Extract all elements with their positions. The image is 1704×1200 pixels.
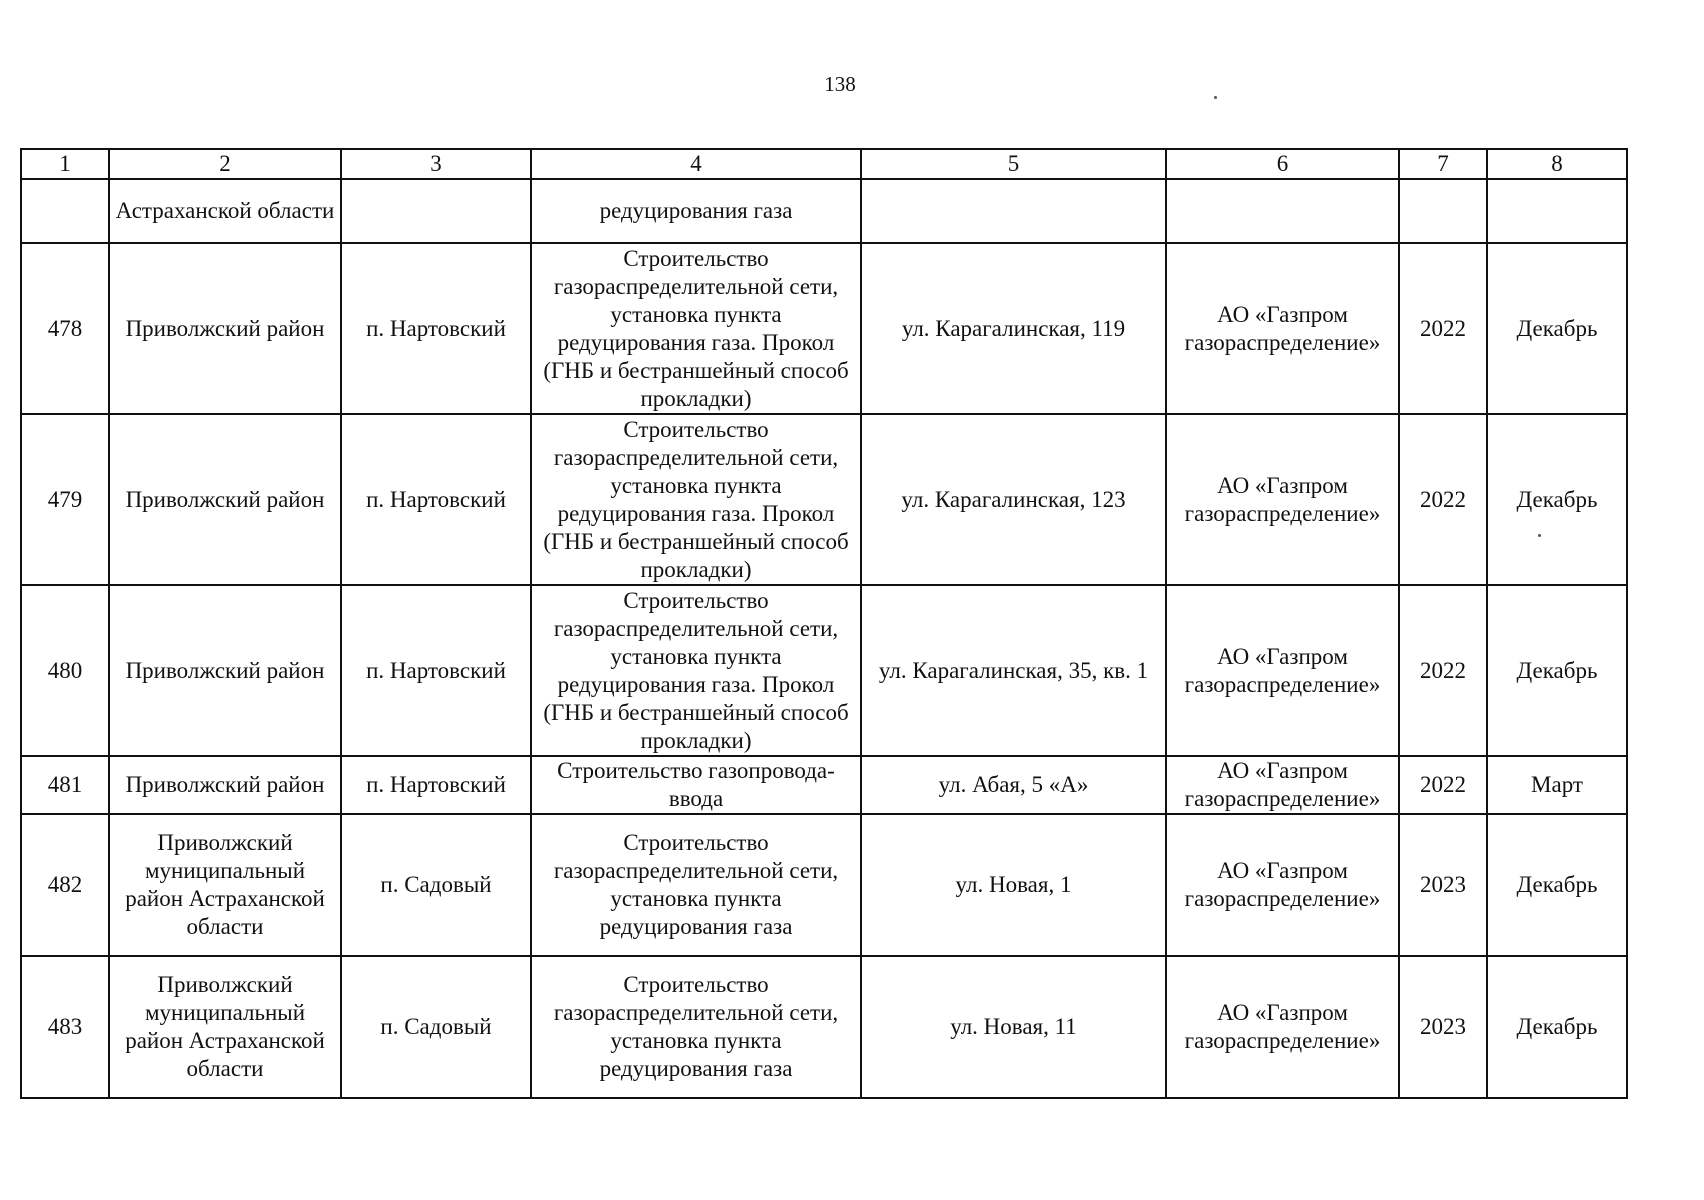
year-cell: 2023 xyxy=(1399,956,1487,1098)
row-number: 483 xyxy=(21,956,109,1098)
table-cell xyxy=(341,179,531,243)
address-cell: ул. Новая, 1 xyxy=(861,814,1166,956)
month-cell: Декабрь xyxy=(1487,814,1627,956)
table-header-row xyxy=(21,149,1627,179)
organization-cell: АО «Газпром газораспределение» xyxy=(1166,243,1399,414)
district-cell: Приволжский муниципальный район Астраханской области xyxy=(109,814,341,956)
address-cell: ул. Новая, 11 xyxy=(861,956,1166,1098)
row-number: 478 xyxy=(21,243,109,414)
row-number: 479 xyxy=(21,414,109,585)
column-header: 1 xyxy=(21,149,109,179)
settlement-cell: п. Нартовский xyxy=(341,243,531,414)
address-cell: ул. Карагалинская, 119 xyxy=(861,243,1166,414)
district-cell: Приволжский район xyxy=(109,756,341,814)
row-number: 481 xyxy=(21,756,109,814)
column-header: 2 xyxy=(109,149,341,179)
column-header: 6 xyxy=(1166,149,1399,179)
settlement-cell: п. Нартовский xyxy=(341,414,531,585)
works-table xyxy=(20,148,1628,1099)
work-cell: Строительство газораспределительной сети, установка пункта редуцирования газа. Прокол (ГНБ и бестраншейный способ прокладки) xyxy=(531,243,861,414)
row-number: 480 xyxy=(21,585,109,756)
district-cell: Приволжский муниципальный район Астраханской области xyxy=(109,956,341,1098)
year-cell: 2022 xyxy=(1399,243,1487,414)
table-cell: редуцирования газа xyxy=(531,179,861,243)
column-header: 7 xyxy=(1399,149,1487,179)
month-cell: Декабрь xyxy=(1487,243,1627,414)
table-cell xyxy=(1166,179,1399,243)
settlement-cell: п. Садовый xyxy=(341,956,531,1098)
month-cell: Декабрь xyxy=(1487,585,1627,756)
column-header: 8 xyxy=(1487,149,1627,179)
row-number: 482 xyxy=(21,814,109,956)
table-cell xyxy=(21,179,109,243)
table-cell xyxy=(861,179,1166,243)
address-cell: ул. Карагалинская, 123 xyxy=(861,414,1166,585)
district-cell: Приволжский район xyxy=(109,414,341,585)
page-number: 138 xyxy=(824,72,856,96)
month-cell: Декабрь xyxy=(1487,414,1627,585)
work-cell: Строительство газораспределительной сети, установка пункта редуцирования газа. Прокол (ГНБ и бестраншейный способ прокладки) xyxy=(531,414,861,585)
table-row xyxy=(21,585,1627,756)
month-cell: Март xyxy=(1487,756,1627,814)
month-cell: Декабрь xyxy=(1487,956,1627,1098)
address-cell: ул. Карагалинская, 35, кв. 1 xyxy=(861,585,1166,756)
work-cell: Строительство газораспределительной сети, установка пункта редуцирования газа xyxy=(531,956,861,1098)
continuation-row xyxy=(21,179,1627,243)
table-row xyxy=(21,956,1627,1098)
organization-cell: АО «Газпром газораспределение» xyxy=(1166,414,1399,585)
settlement-cell: п. Садовый xyxy=(341,814,531,956)
organization-cell: АО «Газпром газораспределение» xyxy=(1166,956,1399,1098)
work-cell: Строительство газораспределительной сети, установка пункта редуцирования газа. Прокол (ГНБ и бестраншейный способ прокладки) xyxy=(531,585,861,756)
organization-cell: АО «Газпром газораспределение» xyxy=(1166,585,1399,756)
column-header: 3 xyxy=(341,149,531,179)
address-cell: ул. Абая, 5 «А» xyxy=(861,756,1166,814)
district-cell: Приволжский район xyxy=(109,585,341,756)
table-row xyxy=(21,414,1627,585)
table-row xyxy=(21,814,1627,956)
settlement-cell: п. Нартовский xyxy=(341,585,531,756)
table-row xyxy=(21,756,1627,814)
table-row xyxy=(21,243,1627,414)
district-cell: Приволжский район xyxy=(109,243,341,414)
scan-speck xyxy=(1214,96,1217,99)
table-cell: Астраханской области xyxy=(109,179,341,243)
year-cell: 2022 xyxy=(1399,414,1487,585)
column-header: 4 xyxy=(531,149,861,179)
table-cell xyxy=(1399,179,1487,243)
work-cell: Строительство газопровода-ввода xyxy=(531,756,861,814)
organization-cell: АО «Газпром газораспределение» xyxy=(1166,756,1399,814)
year-cell: 2023 xyxy=(1399,814,1487,956)
work-cell: Строительство газораспределительной сети, установка пункта редуцирования газа xyxy=(531,814,861,956)
column-header: 5 xyxy=(861,149,1166,179)
settlement-cell: п. Нартовский xyxy=(341,756,531,814)
year-cell: 2022 xyxy=(1399,585,1487,756)
year-cell: 2022 xyxy=(1399,756,1487,814)
table-cell xyxy=(1487,179,1627,243)
organization-cell: АО «Газпром газораспределение» xyxy=(1166,814,1399,956)
